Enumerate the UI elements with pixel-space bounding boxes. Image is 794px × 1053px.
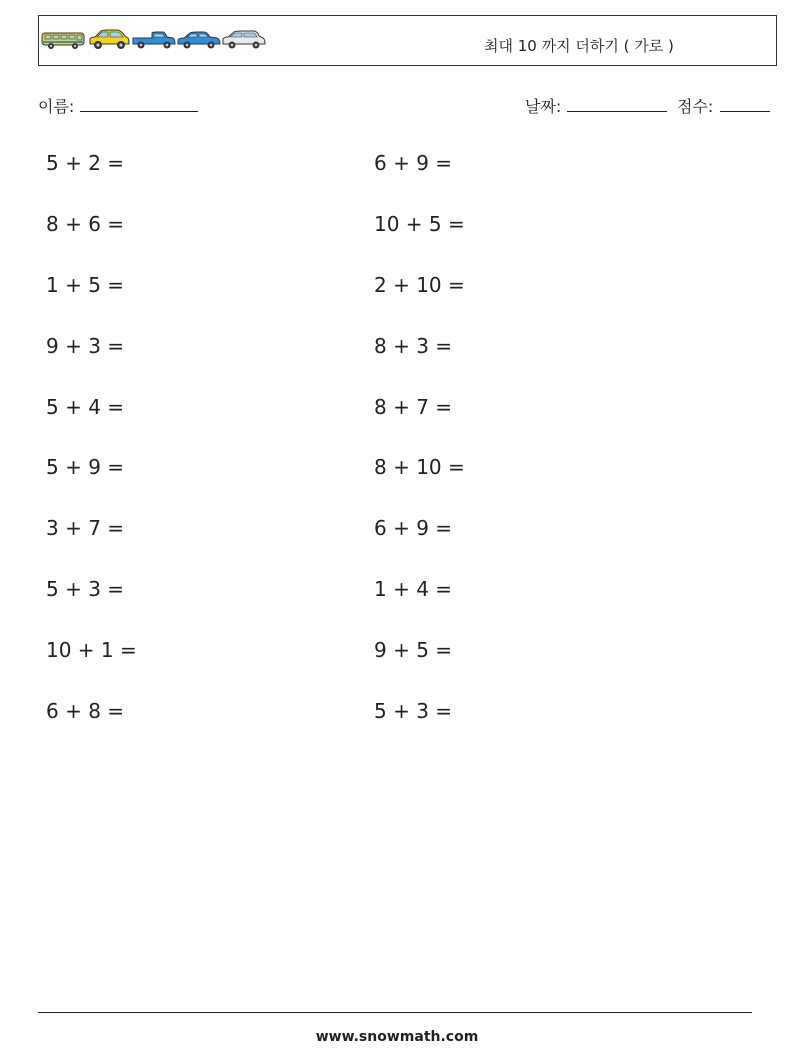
problem-right-7: 6 + 9 = [374, 516, 453, 540]
problem-left-9: 10 + 1 = [46, 638, 137, 662]
name-blank-line [80, 111, 198, 112]
pickup-truck-icon [132, 28, 176, 52]
problem-right-4: 8 + 3 = [374, 334, 453, 358]
footer-url[interactable]: www.snowmath.com [315, 1029, 479, 1045]
problem-right-10: 5 + 3 = [374, 699, 453, 723]
problem-left-4: 9 + 3 = [46, 334, 125, 358]
problem-left-3: 1 + 5 = [46, 273, 125, 297]
date-blank-line [567, 111, 667, 112]
score-label: 점수: [677, 97, 714, 116]
date-label: 날짜: [525, 97, 562, 116]
car-icons-row [41, 28, 267, 54]
hatchback-car-icon [87, 28, 131, 52]
problem-right-3: 2 + 10 = [374, 273, 465, 297]
problem-right-1: 6 + 9 = [374, 151, 453, 175]
problem-left-2: 8 + 6 = [46, 212, 125, 236]
worksheet-title: 최대 10 까지 더하기 ( 가로 ) [484, 37, 674, 55]
suv-car-icon [222, 28, 266, 52]
problem-right-8: 1 + 4 = [374, 577, 453, 601]
problem-left-6: 5 + 9 = [46, 455, 125, 479]
header-box [38, 15, 777, 66]
name-label: 이름: [38, 97, 75, 116]
problem-right-2: 10 + 5 = [374, 212, 465, 236]
problem-right-6: 8 + 10 = [374, 455, 465, 479]
problem-left-10: 6 + 8 = [46, 699, 125, 723]
sedan-car-icon [177, 28, 221, 52]
problem-right-9: 9 + 5 = [374, 638, 453, 662]
problem-left-5: 5 + 4 = [46, 395, 125, 419]
problem-right-5: 8 + 7 = [374, 395, 453, 419]
problem-left-8: 5 + 3 = [46, 577, 125, 601]
footer-divider [38, 1012, 752, 1013]
score-blank-line [720, 111, 770, 112]
problem-left-1: 5 + 2 = [46, 151, 125, 175]
bus-icon [41, 28, 85, 52]
problem-left-7: 3 + 7 = [46, 516, 125, 540]
